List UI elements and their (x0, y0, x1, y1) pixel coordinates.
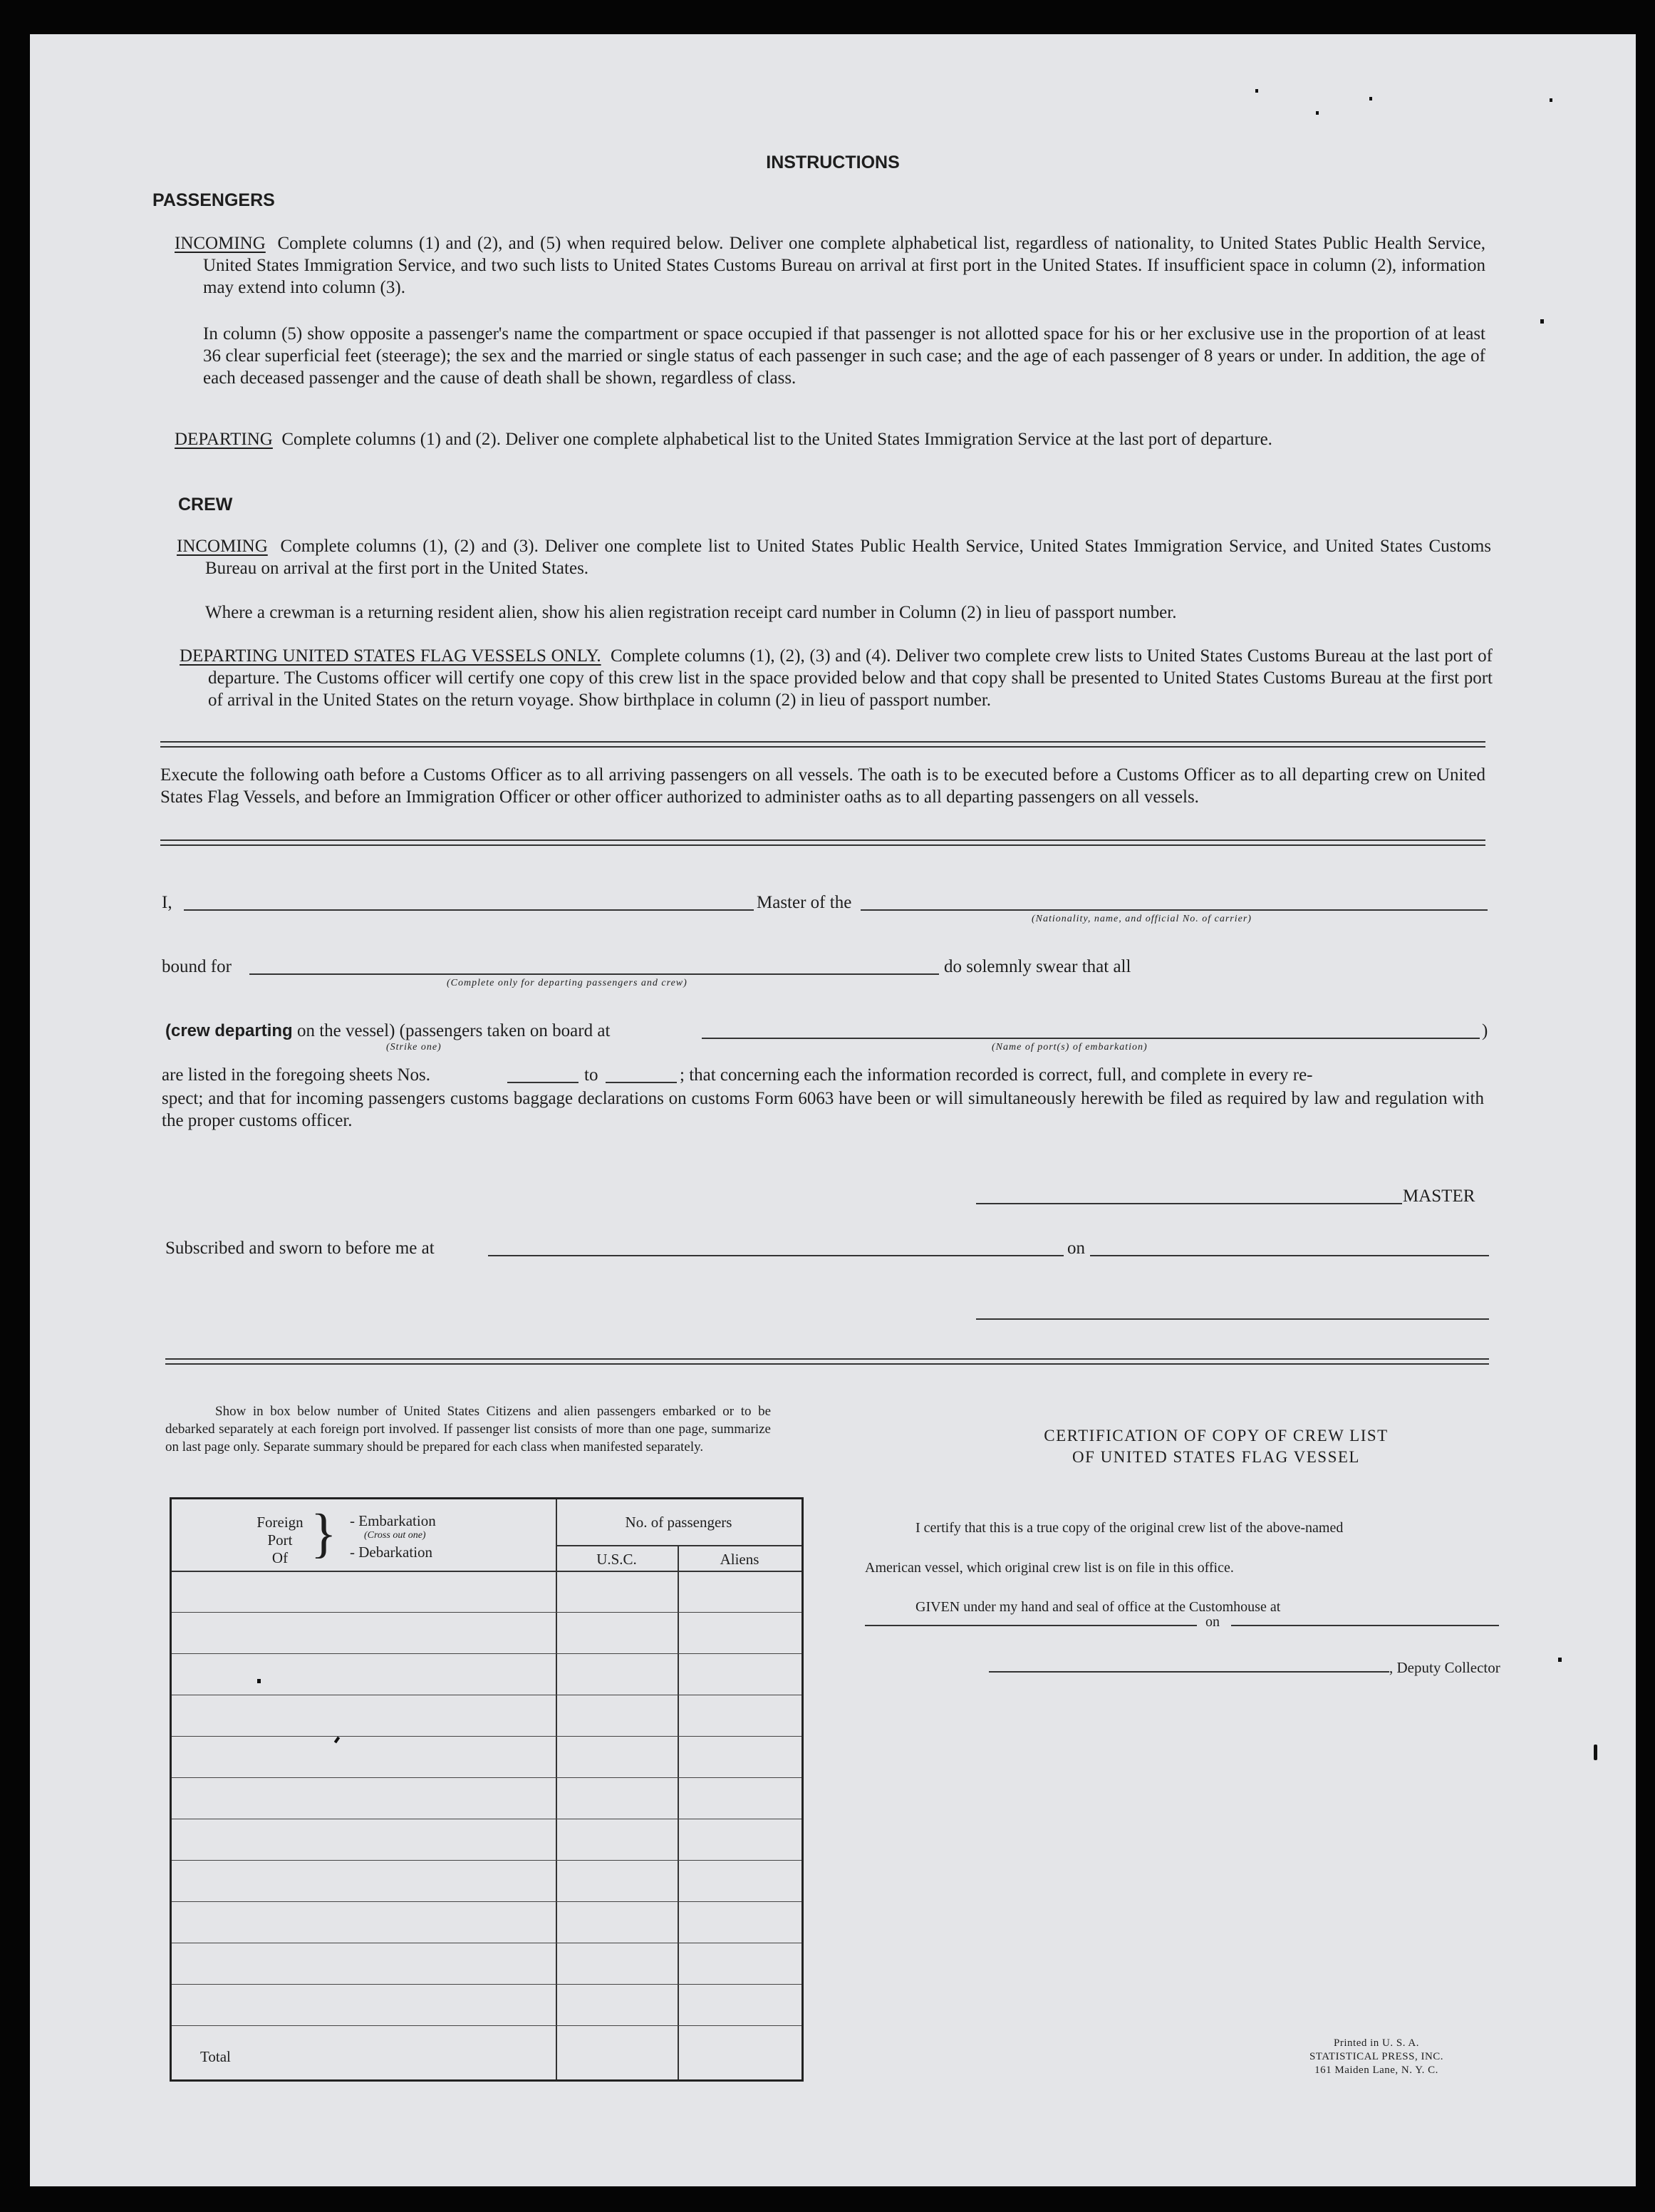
crew-heading: CREW (178, 495, 233, 515)
crew-incoming-instruction (177, 535, 1491, 579)
passengers-departing-label: DEPARTING (175, 430, 273, 449)
ink-speck (1255, 89, 1258, 93)
summary-note: Show in box below number of United States Citizens and alien passengers embarked or to be debarked separately at each foreign port involved. If passenger list consists of more than one page, summarize on last page only. Separate summary should be prepared for each class when manifested separately. (165, 1404, 771, 1454)
crew-resident-instruction: Where a crewman is a returning resident alien, show his alien registration receipt card number in Column (2) in lieu of passport number. (205, 603, 1177, 622)
on-the-vessel-text: on the vessel) (296, 1021, 395, 1040)
crew-departing-label: DEPARTING UNITED STATES FLAG VESSELS ONLY. (180, 646, 601, 666)
bound-for-field[interactable] (249, 973, 939, 975)
total-label: Total (200, 2048, 231, 2065)
printer-line3: 161 Maiden Lane, N. Y. C. (1314, 2064, 1438, 2076)
sworn-date-field[interactable] (1090, 1255, 1489, 1256)
divider (160, 839, 1485, 846)
passengers-heading: PASSENGERS (152, 190, 275, 210)
certification-title-line2: OF UNITED STATES FLAG VESSEL (1072, 1448, 1360, 1466)
divider (165, 1358, 1489, 1365)
form-page (30, 34, 1636, 2186)
ink-speck (334, 1737, 340, 1744)
column-divider (556, 1499, 557, 2079)
passengers-column5-instruction: In column (5) show opposite a passenger's name the compartment or space occupied if that passenger is not allotted space for his or her exclusive use in the proportion of at least 36 clear superficial feet (steerage); the sex and the married or single status of each passenger in such case; and the age of each passenger of 8 years or under. In addition, the age of each deceased passenger and the cause of death shall be shown, regardless of class. (203, 324, 1485, 388)
oath-vessel-clause (165, 1021, 610, 1041)
deputy-collector-label: , Deputy Collector (1389, 1659, 1500, 1676)
sheet-from-field[interactable] (507, 1082, 579, 1083)
certification-title-line1: CERTIFICATION OF COPY OF CREW LIST (1044, 1427, 1389, 1444)
crew-departing-instruction (180, 645, 1493, 711)
table-row[interactable] (172, 1653, 801, 1654)
oath-i-label: I, (162, 893, 172, 912)
ink-speck (1558, 1658, 1562, 1662)
customhouse-field[interactable] (865, 1625, 1197, 1626)
crew-departing-text: Complete columns (1), (2), (3) and (4). Deliver two complete crew lists to United States Customs Bureau at the last port of departure. The Customs officer will certify one copy of this crew list in the space provided below and that copy shall be presented to United States Customs Bureau at the first port of arrival in the United States on the return voyage. Show birthplace in column (2) in lieu of passport number. (208, 646, 1493, 710)
page-title: INSTRUCTIONS (766, 153, 900, 172)
crew-departing-text: (crew departing (165, 1021, 293, 1040)
oath-listed-to: to (584, 1065, 598, 1085)
debarkation-label: - Debarkation (350, 1544, 433, 1561)
passengers-incoming-text: Complete columns (1) and (2), and (5) when required below. Deliver one complete alphabetical list, regardless of nationality, to United States Public Health Service, United States Immigration Service, and two such lists to United States Customs Bureau on arrival at first port in the United States. If insufficient space in column (2), information may extend into column (3). (203, 234, 1486, 297)
table-row[interactable] (172, 1612, 801, 1613)
passengers-departing-instruction (175, 428, 1485, 450)
port-label: Port (267, 1531, 293, 1549)
oath-listed-a: are listed in the foregoing sheets Nos. (162, 1065, 430, 1085)
foreign-port-of-label (251, 1514, 308, 1567)
close-paren: ) (1482, 1021, 1488, 1040)
no-of-passengers-header: No. of passengers (625, 1514, 732, 1531)
oath-master-of-the: Master of the (757, 893, 852, 912)
table-row[interactable] (172, 2025, 801, 2026)
master-label: MASTER (1403, 1187, 1475, 1206)
carrier-field[interactable] (861, 909, 1488, 911)
passengers-taken-text: (passengers taken on board at (399, 1021, 611, 1040)
table-row[interactable] (172, 1901, 801, 1902)
american-vessel-text: American vessel, which original crew list is on file in this office. (865, 1560, 1234, 1576)
table-row[interactable] (172, 1777, 801, 1778)
header-divider (556, 1545, 801, 1546)
ink-speck (257, 1679, 261, 1683)
oath-intro: Execute the following oath before a Customs Officer as to all arriving passengers on all vessels. The oath is to be executed before a Customs Officer as to all departing crew on United States Flag Vessels, and before an Immigration Officer or other officer authorized to administer oaths as to all departing passengers on all vessels. (160, 765, 1485, 807)
column-divider (678, 1545, 679, 2079)
ink-speck (1594, 1745, 1597, 1760)
table-row[interactable] (172, 1984, 801, 1985)
oath-listed-rest: spect; and that for incoming passengers customs baggage declarations on customs Form 6063 have been or will simultaneously herewith be filed as required by law and regulation with the proper customs officer. (162, 1089, 1484, 1130)
usc-header: U.S.C. (596, 1551, 637, 1568)
given-text: GIVEN under my hand and seal of office at the Customhouse at (915, 1599, 1281, 1615)
certification-on-label: on (1205, 1614, 1220, 1630)
sheet-to-field[interactable] (606, 1082, 677, 1083)
brace-icon: } (311, 1504, 337, 1564)
crew-incoming-text: Complete columns (1), (2) and (3). Deliver one complete list to United States Public Health Service, United States Immigration Service, and United States Customs Bureau on arrival at the first port in the United States. (205, 537, 1492, 578)
oath-swear: do solemnly swear that all (944, 957, 1131, 976)
crew-incoming-label: INCOMING (177, 537, 268, 556)
embarkation-label: - Embarkation (350, 1512, 436, 1529)
printer-line1: Printed in U. S. A. (1334, 2037, 1419, 2049)
ink-speck (1550, 98, 1552, 102)
passengers-incoming-label: INCOMING (175, 234, 266, 253)
ink-speck (1316, 111, 1319, 115)
certification-date-field[interactable] (1231, 1625, 1499, 1626)
oath-bound-for: bound for (162, 957, 232, 976)
strike-one-caption: (Strike one) (386, 1042, 442, 1053)
printer-line2: STATISTICAL PRESS, INC. (1309, 2051, 1444, 2062)
table-row[interactable] (172, 1860, 801, 1861)
table-row[interactable] (172, 1736, 801, 1737)
cross-out-label: (Cross out one) (364, 1530, 426, 1541)
master-name-field[interactable] (184, 909, 754, 911)
aliens-header: Aliens (720, 1551, 759, 1568)
table-row[interactable] (172, 1571, 801, 1572)
passengers-incoming-instruction (175, 232, 1485, 299)
port-of-embarkation-field[interactable] (702, 1038, 1480, 1039)
oath-listed-b: ; that concerning each the information recorded is correct, full, and complete in every re- (680, 1065, 1313, 1085)
foreign-label: Foreign (256, 1514, 303, 1531)
certification-title (878, 1425, 1555, 1468)
passenger-summary-box (170, 1497, 804, 2082)
nationality-caption: (Nationality, name, and official No. of carrier) (1032, 914, 1252, 924)
of-label: Of (271, 1549, 289, 1566)
ink-speck (1540, 319, 1544, 324)
sworn-place-field[interactable] (488, 1255, 1064, 1256)
master-signature-field[interactable] (976, 1203, 1402, 1204)
subscribed-label: Subscribed and sworn to before me at (165, 1239, 435, 1258)
port-caption: (Name of port(s) of embarkation) (992, 1042, 1148, 1053)
complete-only-caption: (Complete only for departing passengers and crew) (447, 978, 688, 988)
officer-signature-field[interactable] (976, 1318, 1489, 1320)
printer-imprint (1284, 2037, 1469, 2077)
subscribed-on-label: on (1067, 1239, 1085, 1258)
ink-speck (1369, 97, 1372, 100)
passengers-departing-text: Complete columns (1) and (2). Deliver one complete alphabetical list to the United States Immigration Service at the last port of departure. (281, 430, 1272, 449)
certify-text: I certify that this is a true copy of the original crew list of the above-named (915, 1520, 1344, 1536)
deputy-collector-signature-field[interactable] (989, 1671, 1389, 1673)
divider (160, 741, 1485, 748)
